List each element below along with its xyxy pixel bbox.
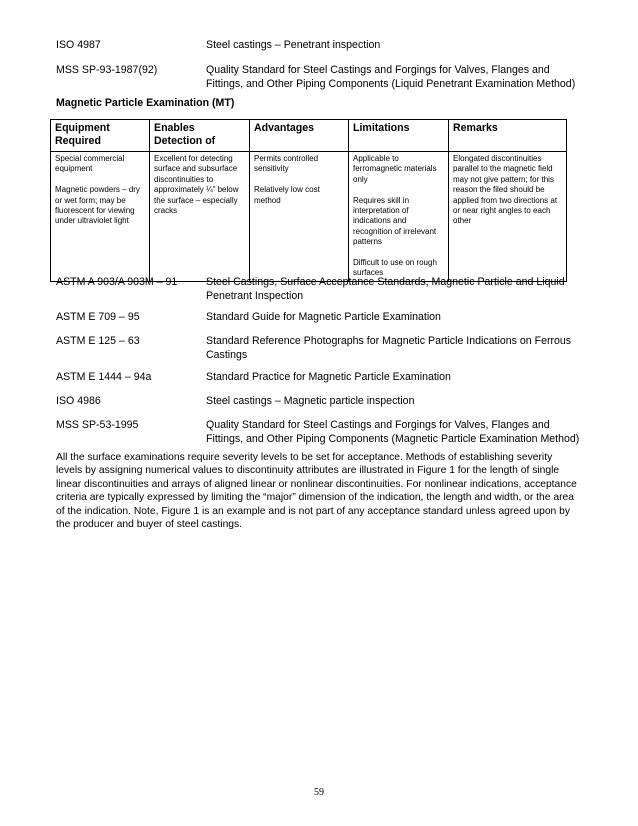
mt-comparison-table	[50, 119, 567, 282]
reference-description: Standard Reference Photographs for Magnetic Particle Indications on Ferrous Castings	[206, 335, 572, 361]
reference-code: ASTM E 125 – 63	[56, 335, 140, 347]
cell-text: Requires skill in interpretation of indications and recognition of irrelevant patterns	[353, 195, 437, 247]
cell-enables-detection-of	[150, 152, 250, 282]
cell-text: Elongated discontinuities parallel to the magnetic field may not give pattern; for this reason the filed should be applied from two directions at or near right angles to each other	[453, 154, 558, 226]
reference-description: Steel castings – Magnetic particle inspection	[206, 395, 415, 407]
cell-advantages	[250, 152, 349, 282]
cell-text: Excellent for detecting surface and subsurface discontinuities to approximately ¼” below the surface – especially cracks	[154, 154, 239, 216]
table-row	[51, 152, 567, 282]
cell-equipment-required	[51, 152, 150, 282]
reference-code: MSS SP-93-1987(92)	[56, 64, 158, 76]
reference-description: Quality Standard for Steel Castings and Forgings for Valves, Flanges and Fittings, and Other Piping Components (Magnetic Particle Examination Method)	[206, 419, 580, 445]
reference-code: ASTM E 1444 – 94a	[56, 371, 152, 383]
reference-description: Quality Standard for Steel Castings and Forgings for Valves, Flanges and Fittings, and Other Piping Components (Liquid Penetrant Examination Method)	[206, 64, 576, 90]
header-limitations: Limitations	[349, 120, 449, 152]
header-advantages: Advantages	[250, 120, 349, 152]
reference-code: ASTM A 903/A 903M – 91	[56, 276, 178, 288]
cell-text: Permits controlled sensitivity	[254, 154, 319, 174]
cell-text: Relatively low cost method	[254, 185, 320, 205]
reference-code: ISO 4987	[56, 39, 101, 51]
cell-limitations	[349, 152, 449, 282]
header-equipment-required: Equipment Required	[51, 120, 150, 152]
header-remarks: Remarks	[449, 120, 567, 152]
reference-description: Steel castings – Penetrant inspection	[206, 39, 381, 51]
cell-text: Special commercial equipment	[55, 154, 125, 174]
cell-text: Magnetic powders – dry or wet form; may be fluorescent for viewing under ultraviolet light	[55, 185, 140, 226]
table-header-row	[51, 120, 567, 152]
cell-remarks	[449, 152, 567, 282]
reference-code: ISO 4986	[56, 395, 101, 407]
cell-text: Applicable to ferromagnetic materials only	[353, 154, 437, 184]
reference-description: Standard Guide for Magnetic Particle Examination	[206, 311, 441, 323]
header-enables-detection-of: Enables Detection of	[150, 120, 250, 152]
reference-description: Standard Practice for Magnetic Particle Examination	[206, 371, 451, 383]
cell-text: Difficult to use on rough surfaces	[353, 258, 437, 278]
reference-code: MSS SP-53-1995	[56, 419, 139, 431]
reference-code: ASTM E 709 – 95	[56, 311, 140, 323]
reference-description: Steel Castings, Surface Acceptance Standards, Magnetic Particle and Liquid Penetrant Inspection	[206, 276, 565, 302]
body-paragraph: All the surface examinations require severity levels to be set for acceptance. Methods of establishing severity levels by assigning numerical values to discontinuity attributes are illustrated in Figure 1 for the length of single linear discontinuities and arrays of aligned linear or nonlinear discontinuities. For nonlinear indications, acceptance criteria are typically expressed by limiting the “major” dimension of the indication, the length and width, or the area of the indication. Note, Figure 1 is an example and is not part of any acceptance standard unless agreed upon by the producer and buyer of steel castings.	[56, 452, 577, 531]
section-title: Magnetic Particle Examination (MT)	[56, 97, 235, 109]
page-number: 59	[314, 787, 324, 798]
